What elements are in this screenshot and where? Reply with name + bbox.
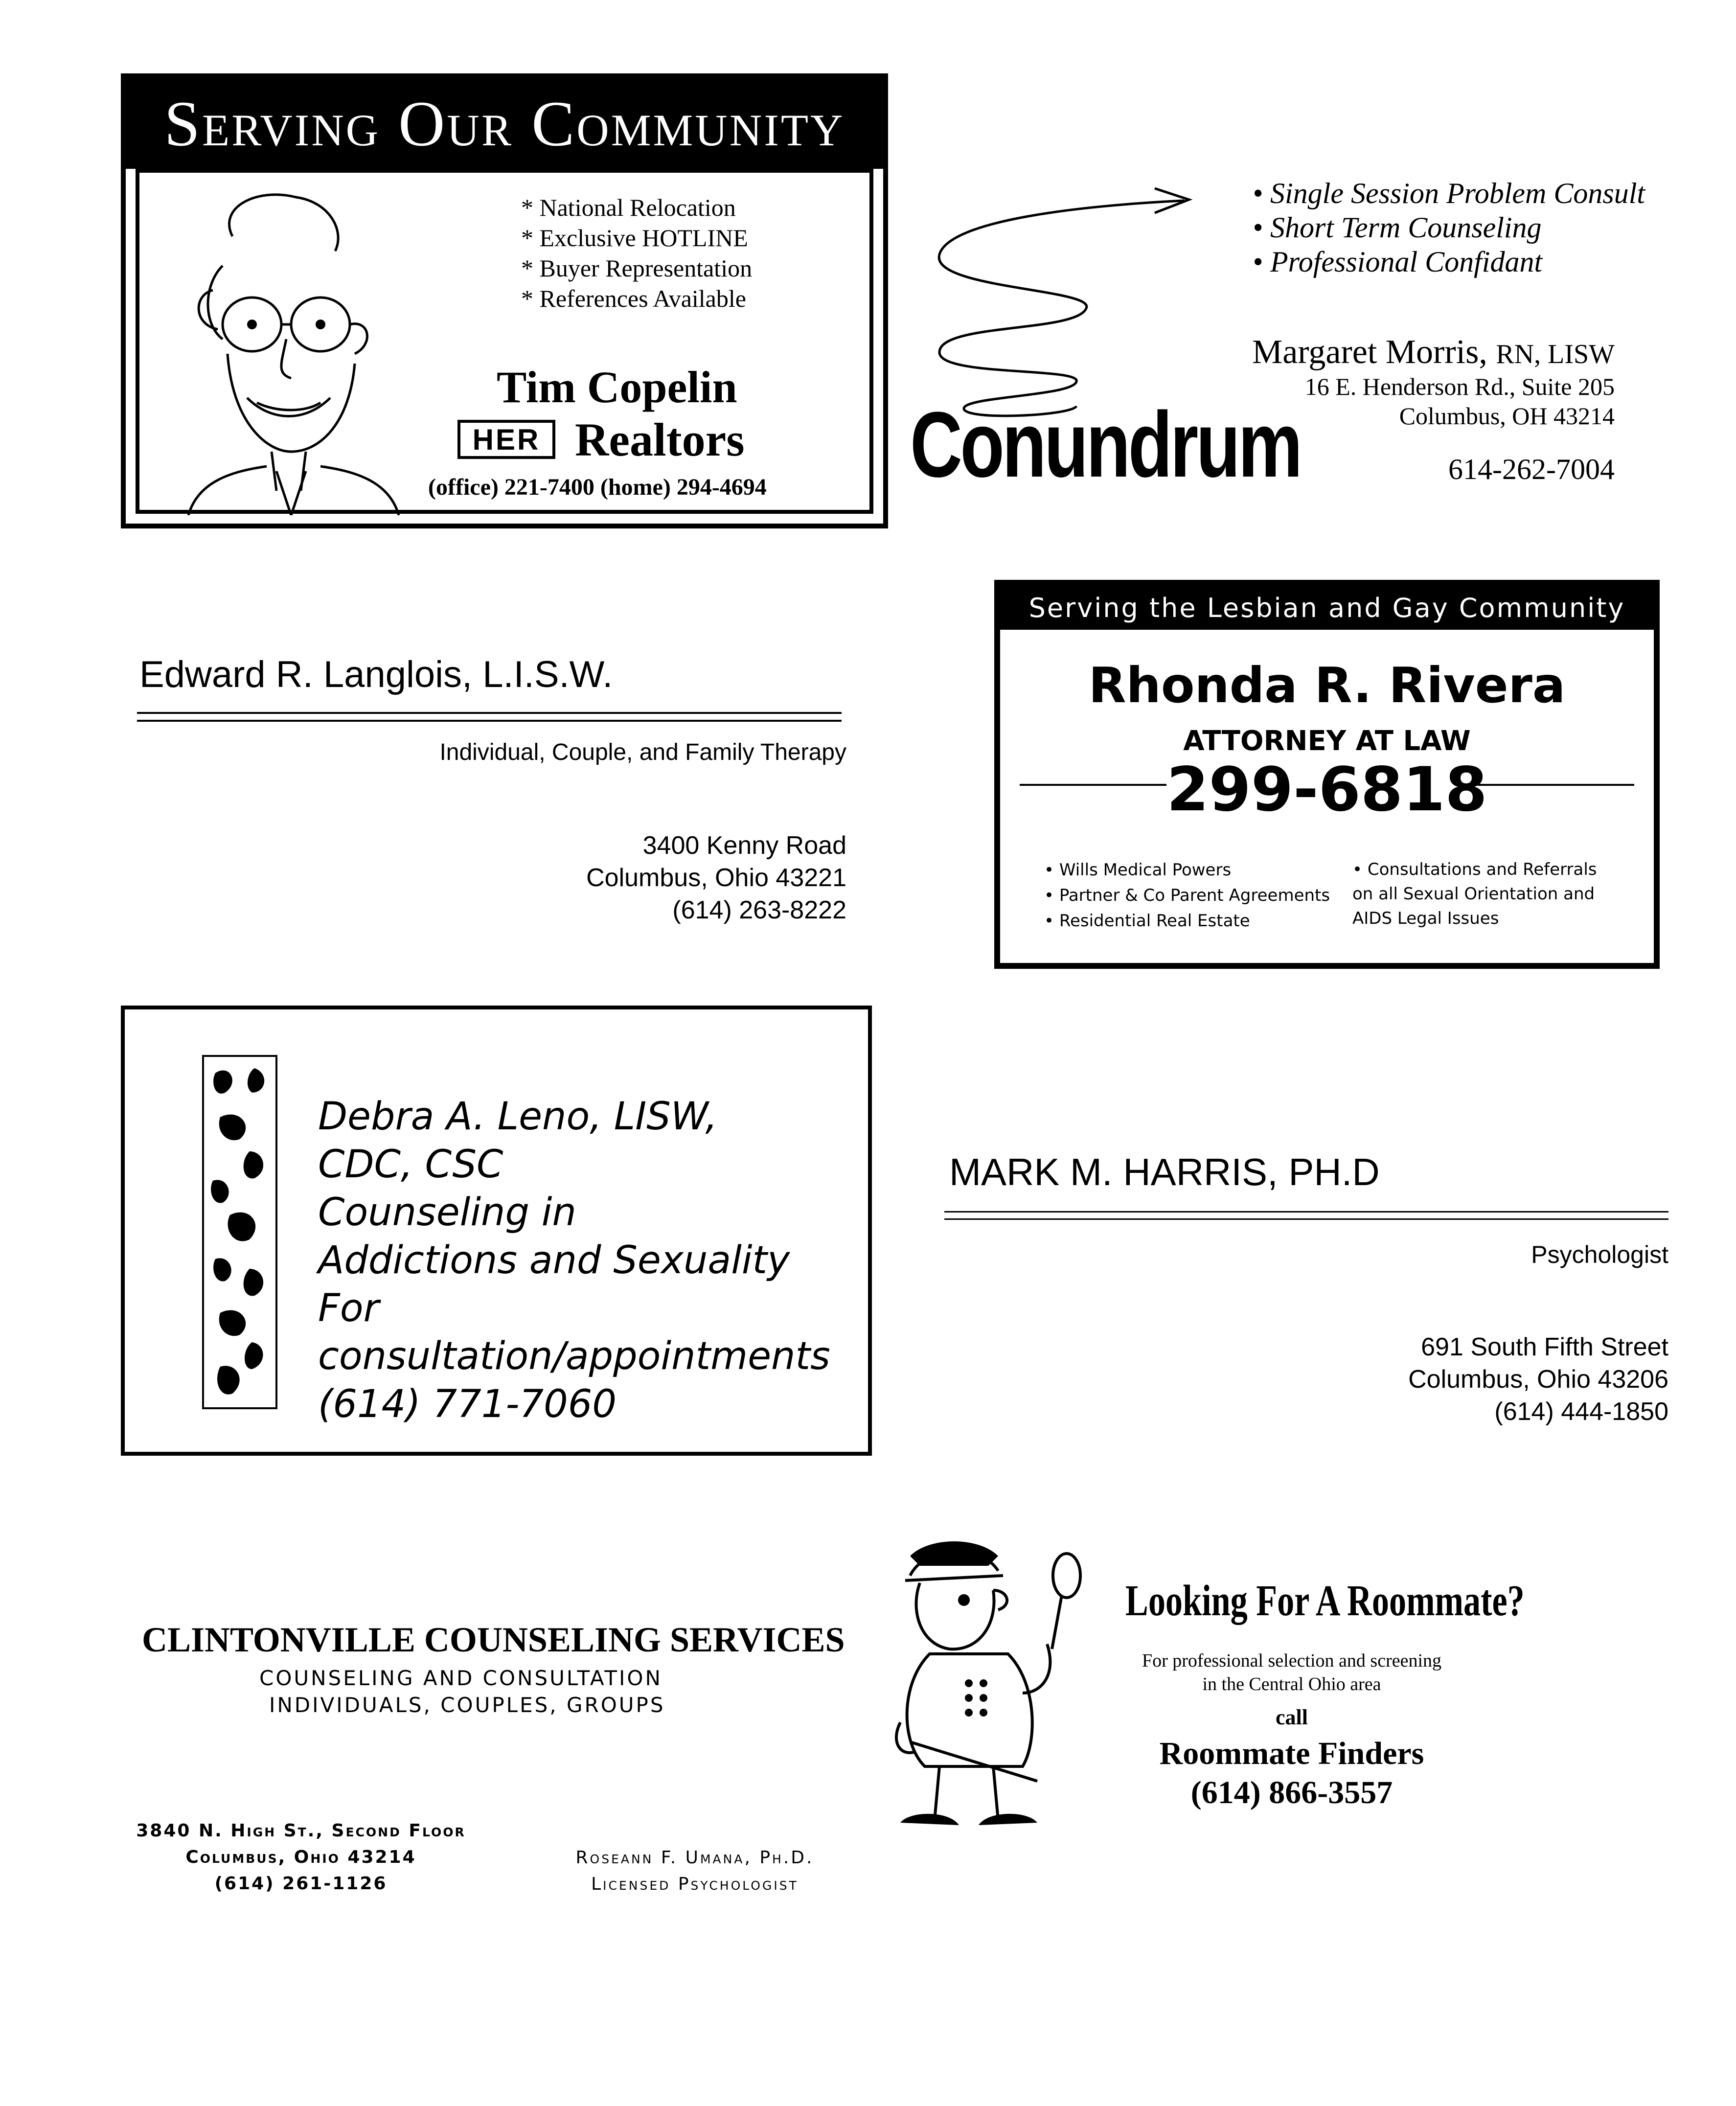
clintonville-address [120,1818,482,1897]
rivera-service: • Partner & Co Parent Agreements [1044,886,1330,905]
clintonville-sub1: COUNSELING AND CONSULTATION [259,1666,662,1690]
rivera-left-list [1044,857,1330,934]
copelin-ad [121,73,888,528]
divider [944,1211,1668,1213]
harris-name: MARK M. HARRIS, PH.D [949,1150,1380,1193]
conundrum-service: • Short Term Counseling [1253,211,1542,244]
copelin-bullet: * References Available [521,285,746,312]
clintonville-contact-title: Licensed Psychologist [591,1874,799,1894]
rivera-service: AIDS Legal Issues [1352,909,1499,928]
langlois-address2: Columbus, Ohio 43221 [586,864,846,892]
langlois-address [586,829,846,926]
harris-title: Psychologist [1531,1241,1668,1268]
roommate-line1: For professional selection and screening [1142,1650,1442,1671]
roommate-ad [881,1536,1664,1840]
divider [944,1218,1668,1220]
copelin-bullet-list [521,192,752,314]
leno-line: Addictions and Sexuality [318,1238,790,1282]
rivera-service: • Consultations and Referrals [1352,860,1597,879]
her-logo-text: HER [472,423,541,456]
rivera-service: • Residential Real Estate [1044,911,1250,931]
rivera-banner: Serving the Lesbian and Gay Community [1000,586,1654,630]
divider [137,720,842,722]
conundrum-service: • Professional Confidant [1253,246,1543,278]
conundrum-ad [910,176,1673,528]
rivera-service: • Wills Medical Powers [1044,860,1232,880]
detective-illustration [881,1536,1086,1840]
harris-ad [944,1150,1678,1443]
clintonville-ad [113,1620,876,1913]
langlois-name: Edward R. Langlois, L.I.S.W. [139,654,613,695]
rivera-right-list [1352,857,1597,931]
leno-line: (614) 771-7060 [318,1382,617,1426]
rivera-phone: 299-6818 [1166,755,1487,825]
harris-address2: Columbus, Ohio 43206 [1408,1365,1668,1394]
langlois-ad [132,653,856,947]
roommate-details [1072,1649,1512,1812]
langlois-specialty: Individual, Couple, and Family Therapy [439,739,846,765]
roommate-company: Roommate Finders [1159,1736,1424,1771]
copelin-phones: (office) 221-7400 (home) 294-4694 [428,474,767,500]
clintonville-address2: Columbus, Ohio 43214 [185,1847,416,1867]
roommate-headline: Looking For A Roommate? [1125,1577,1525,1625]
clintonville-address1: 3840 N. High St., Second Floor [136,1821,466,1841]
langlois-address1: 3400 Kenny Road [642,831,846,860]
conundrum-name: Margaret Morris, [1252,333,1487,371]
leno-line: Debra A. Leno, LISW, [318,1095,718,1139]
harris-phone: (614) 444-1850 [1494,1397,1668,1426]
rivera-service: on all Sexual Orientation and [1352,884,1595,904]
roommate-call: call [1276,1705,1308,1729]
conundrum-services [1253,176,1645,279]
copelin-card [136,169,873,514]
conundrum-contact [1252,333,1615,486]
conundrum-logo-word: Conundrum [910,393,1301,497]
clintonville-phone: (614) 261-1126 [214,1874,388,1894]
harris-address1: 691 South Fifth Street [1421,1333,1668,1361]
copelin-name: Tim Copelin [497,362,737,412]
clintonville-contact [533,1845,856,1898]
leno-ad [121,1006,872,1456]
copelin-bullet: * Buyer Representation [521,254,753,282]
rivera-name: Rhonda R. Rivera [1088,657,1566,714]
langlois-phone: (614) 263-8222 [672,896,846,924]
harris-address [1408,1331,1668,1428]
conundrum-credentials: RN, LISW [1496,339,1615,369]
clintonville-contact-name: Roseann F. Umana, Ph.D. [575,1848,814,1868]
conundrum-address2: Columbus, OH 43214 [1399,402,1615,430]
conundrum-phone: 614-262-7004 [1448,453,1615,485]
caricature-illustration [159,178,413,515]
copelin-banner: Serving Our Community [126,78,883,169]
rivera-title: ATTORNEY AT LAW [1183,725,1471,757]
clintonville-name: CLINTONVILLE COUNSELING SERVICES [142,1620,845,1659]
leno-line: Counseling in [318,1190,576,1235]
her-logo [457,420,555,459]
copelin-bullet: * Exclusive HOTLINE [521,224,748,252]
conundrum-service: • Single Session Problem Consult [1253,177,1645,209]
decorative-vine-border [201,1053,279,1411]
copelin-company: Realtors [575,413,745,466]
divider [137,712,842,714]
roommate-phone: (614) 866-3557 [1190,1775,1393,1810]
roommate-line2: in the Central Ohio area [1202,1674,1381,1694]
leno-line: For consultation/appointments [318,1286,830,1378]
leno-line: CDC, CSC [318,1143,503,1187]
copelin-bullet: * National Relocation [521,194,736,221]
leno-text-block [318,1093,868,1428]
conundrum-address1: 16 E. Henderson Rd., Suite 205 [1304,373,1615,400]
rivera-ad [994,580,1660,969]
clintonville-sub2: INDIVIDUALS, COUPLES, GROUPS [269,1693,665,1717]
